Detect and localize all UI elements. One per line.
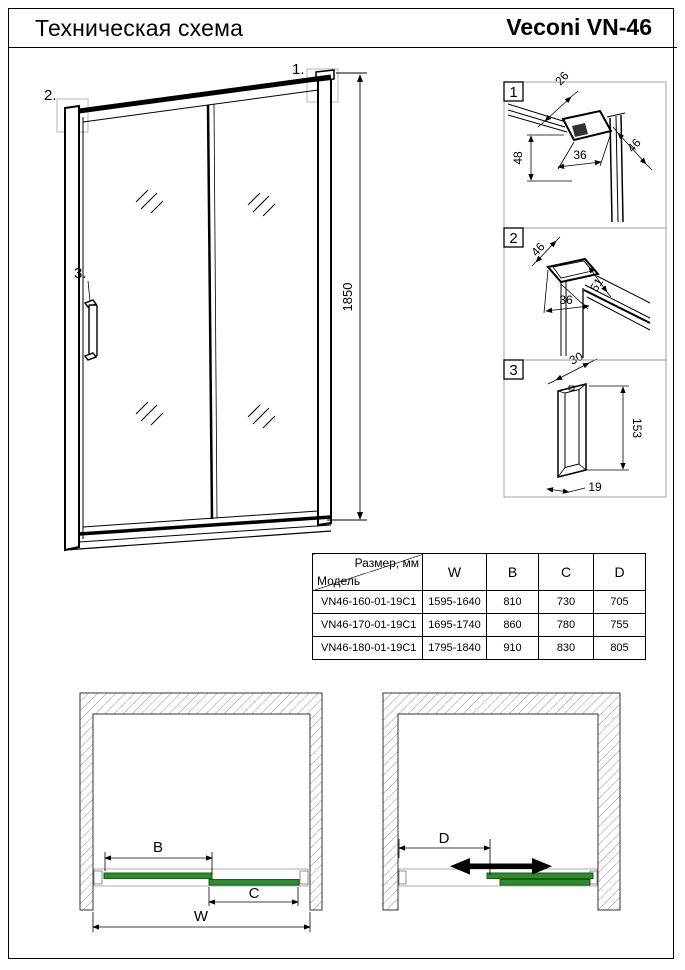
glass-panel-upper	[487, 873, 593, 879]
detail-1-dim-48: 48	[511, 151, 525, 165]
detail-2-dim-46: 46	[528, 239, 548, 259]
detail-1-dim-26: 26	[552, 68, 572, 88]
cell-w: 1795-1840	[423, 637, 487, 660]
cell-b: 860	[487, 614, 539, 637]
page-title: Техническая схема	[35, 15, 244, 41]
plan-dim-w: W	[193, 908, 209, 925]
door-divider	[208, 105, 212, 519]
cell-w: 1695-1740	[423, 614, 487, 637]
cell-c: 730	[539, 591, 594, 614]
table-row	[313, 591, 646, 614]
table-row	[313, 637, 646, 660]
detail-1-dim-46: 46	[624, 135, 644, 155]
callout-3-leader	[88, 281, 90, 301]
size-table	[312, 553, 646, 660]
cell-b: 810	[487, 591, 539, 614]
callout-3-label: 3.	[74, 265, 87, 282]
glass-panel-b	[104, 873, 212, 879]
detail-2-dim-51: 51	[587, 275, 607, 295]
corner-label-size: Размер, мм	[354, 556, 419, 570]
right-profile	[318, 77, 331, 525]
cell-w: 1595-1640	[423, 591, 487, 614]
detail-1-number: 1	[509, 84, 518, 101]
cell-d: 755	[594, 614, 646, 637]
plan-dim-d: D	[438, 830, 450, 847]
col-header-d: D	[594, 554, 646, 591]
cell-c: 780	[539, 614, 594, 637]
col-header-b: B	[487, 554, 539, 591]
detail-2-dim-30: 30	[567, 349, 586, 368]
callout-1-label: 1.	[292, 61, 305, 78]
top-rail	[79, 77, 331, 111]
table-corner-cell	[313, 554, 423, 591]
glass-shine-marks	[136, 190, 275, 428]
main-door-drawing	[57, 69, 367, 550]
detail-3-dim-19: 19	[588, 480, 602, 494]
cell-d: 705	[594, 591, 646, 614]
plan-dim-b: B	[152, 839, 164, 856]
height-dim-label: 1850	[340, 282, 355, 312]
detail-3-dim-153: 153	[630, 417, 644, 439]
cell-d: 805	[594, 637, 646, 660]
corner-label-model: Модель	[317, 574, 361, 588]
cell-b: 910	[487, 637, 539, 660]
table-header-row	[313, 554, 646, 591]
detail-panel-2	[504, 228, 666, 384]
detail-3-number: 3	[509, 362, 518, 379]
product-model: Veconi VN-46	[506, 14, 652, 40]
bottom-rail	[79, 517, 331, 534]
plan-view-closed	[80, 693, 322, 932]
col-header-w: W	[423, 554, 487, 591]
detail-1-dim-36: 36	[573, 148, 587, 162]
detail-2-dim-36: 36	[559, 293, 573, 307]
cell-model: VN46-160-01-19C1	[313, 591, 423, 614]
cell-model: VN46-170-01-19C1	[313, 614, 423, 637]
glass-panel-lower	[500, 880, 590, 886]
callout-2-label: 2.	[44, 87, 57, 104]
plan-dim-c: C	[248, 885, 260, 902]
plan-view-open	[383, 693, 620, 910]
table-row	[313, 614, 646, 637]
cell-c: 830	[539, 637, 594, 660]
col-header-c: C	[539, 554, 594, 591]
detail-2-number: 2	[509, 230, 518, 247]
cell-model: VN46-180-01-19C1	[313, 637, 423, 660]
door-handle	[85, 300, 97, 360]
left-profile	[65, 106, 79, 550]
